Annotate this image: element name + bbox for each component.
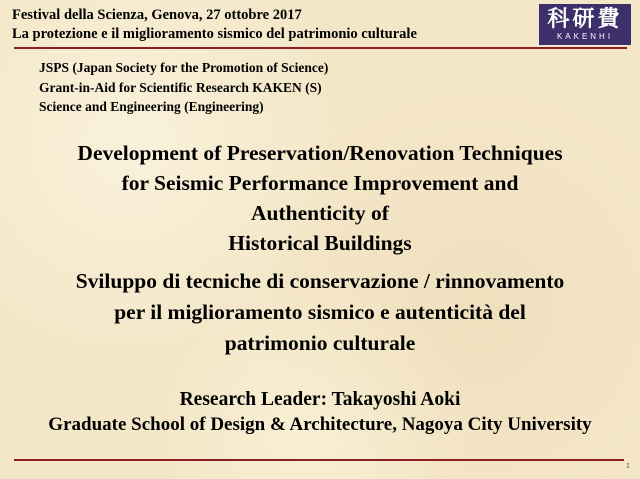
english-title-line: Historical Buildings (228, 231, 412, 255)
sponsor-grant: Grant-in-Aid for Scientific Research KAKEN (S) (39, 79, 322, 95)
english-title-line: Development of Preservation/Renovation Techniques (77, 141, 563, 165)
kakenhi-logo (539, 4, 631, 45)
page-number: 1 (626, 463, 630, 470)
research-leader: Research Leader: Takayoshi Aoki (179, 389, 461, 410)
slide-header (12, 6, 417, 44)
sponsor-organization: JSPS (Japan Society for the Promotion of Science) (39, 60, 329, 75)
footer-divider (14, 459, 624, 461)
italian-title-line: patrimonio culturale (224, 331, 416, 355)
leader-affiliation: Graduate School of Design & Architecture, Nagoya City University (48, 414, 592, 435)
header-divider (14, 47, 627, 49)
logo-kanji: 科研費 (547, 6, 623, 32)
sponsor-block (39, 58, 328, 117)
logo-latin: KAKENHI (556, 32, 614, 41)
english-title-line: for Seismic Performance Improvement and (121, 171, 519, 195)
english-title (0, 138, 640, 258)
event-line: Festival della Scienza, Genova, 27 ottobre 2017 (12, 7, 302, 23)
topic-line: La protezione e il miglioramento sismico del patrimonio culturale (12, 26, 417, 42)
italian-title-line: Sviluppo di tecniche di conservazione / rinnovamento (75, 269, 565, 293)
sponsor-field: Science and Engineering (Engineering) (39, 99, 264, 114)
english-title-line: Authenticity of (251, 201, 389, 225)
italian-title-line: per il miglioramento sismico e autenticità del (114, 300, 526, 324)
italian-title (0, 266, 640, 359)
